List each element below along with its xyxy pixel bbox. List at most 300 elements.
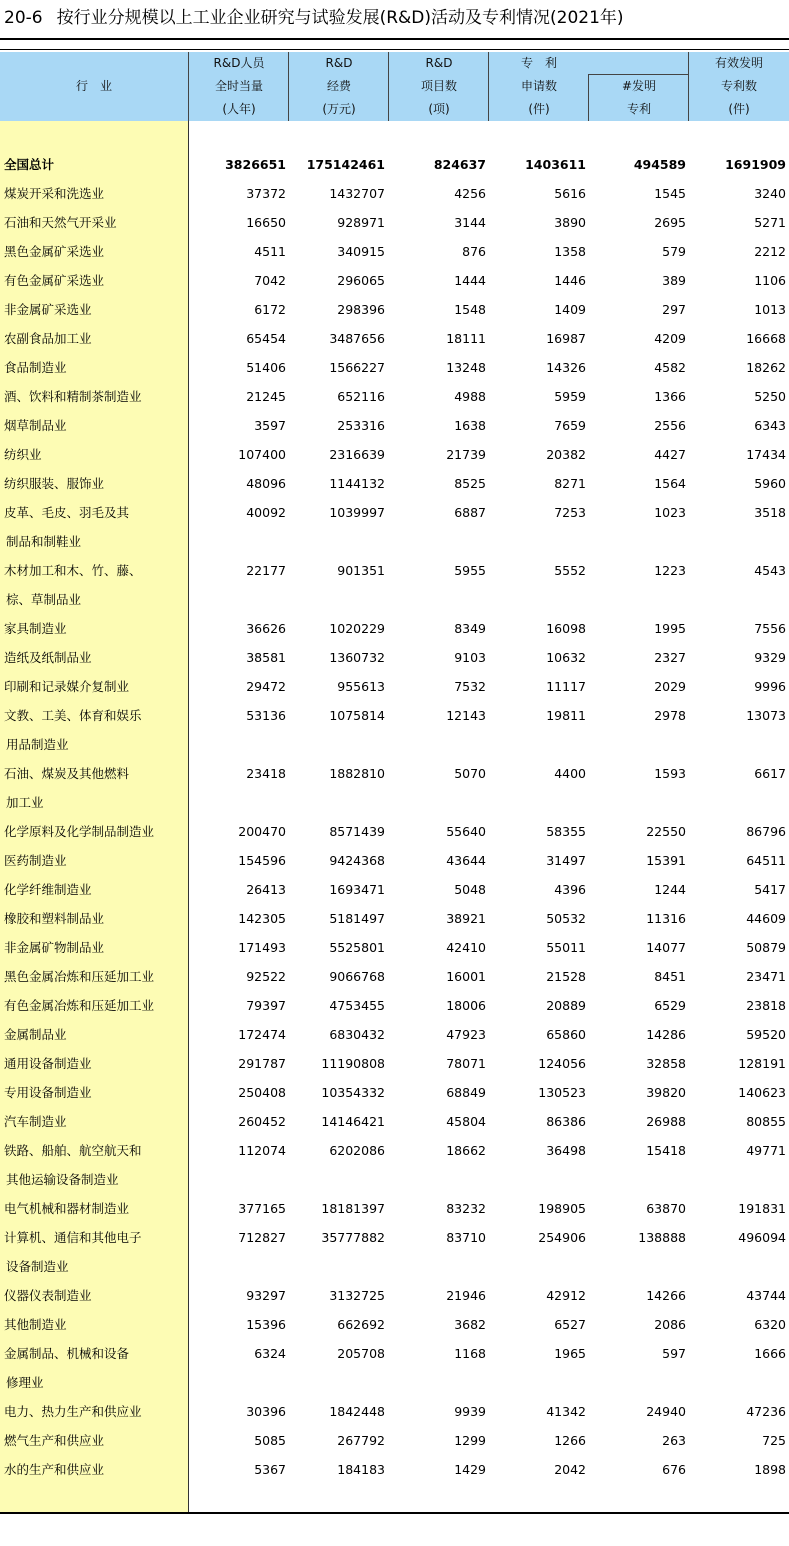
value-cell: 64511 [746,853,786,868]
value-cell: 83232 [446,1201,486,1216]
table-row [0,411,789,440]
industry-label: 石油和天然气开采业 [4,215,117,230]
value-cell: 7556 [754,621,786,636]
value-cell: 1545 [654,186,686,201]
value-cell: 63870 [646,1201,686,1216]
value-cell: 15396 [246,1317,286,1332]
table-row [0,846,789,875]
header-patent-underline [588,74,688,75]
industry-label: 食品制造业 [4,360,67,375]
industry-label: 酒、饮料和精制茶制造业 [4,389,142,404]
header-divider [488,52,489,121]
table-row [0,353,789,382]
table-body [0,150,789,1484]
value-cell: 45804 [446,1114,486,1129]
industry-label: 黑色金属冶炼和压延加工业 [4,969,155,984]
value-cell: 18111 [446,331,486,346]
industry-label: 金属制品业 [4,1027,67,1042]
industry-label: 煤炭开采和洗选业 [4,186,105,201]
value-cell: 263 [662,1433,686,1448]
value-cell: 1638 [454,418,486,433]
value-cell: 13248 [446,360,486,375]
value-cell: 78071 [446,1056,486,1071]
value-cell: 42410 [446,940,486,955]
value-cell: 23818 [746,998,786,1013]
header-rd-expenditure: R&D 经费 (万元) [322,56,356,116]
value-cell: 21946 [446,1288,486,1303]
industry-label: 非金属矿采选业 [4,302,92,317]
value-cell: 10354332 [321,1085,385,1100]
value-cell: 32858 [646,1056,686,1071]
value-cell: 3518 [754,505,786,520]
value-cell: 112074 [238,1143,286,1158]
value-cell: 16001 [446,969,486,984]
table-row [0,1397,789,1426]
value-cell: 340915 [337,244,385,259]
value-cell: 15418 [646,1143,686,1158]
value-cell: 26988 [646,1114,686,1129]
value-cell: 3132725 [329,1288,385,1303]
header-divider [388,52,389,121]
value-cell: 47236 [746,1404,786,1419]
header-divider [288,52,289,121]
value-cell: 1409 [554,302,586,317]
table-row [0,672,789,701]
value-cell: 20889 [546,998,586,1013]
industry-label: 设备制造业 [6,1259,69,1274]
value-cell: 36498 [546,1143,586,1158]
value-cell: 955613 [337,679,385,694]
value-cell: 2042 [554,1462,586,1477]
value-cell: 24940 [646,1404,686,1419]
value-cell: 1898 [754,1462,786,1477]
value-cell: 9939 [454,1404,486,1419]
value-cell: 18662 [446,1143,486,1158]
value-cell: 296065 [337,273,385,288]
value-cell: 494589 [633,157,686,172]
value-cell: 6527 [554,1317,586,1332]
value-cell: 2327 [654,650,686,665]
value-cell: 16650 [246,215,286,230]
value-cell: 35777882 [321,1230,385,1245]
industry-label: 金属制品、机械和设备 [4,1346,130,1361]
header-rd-personnel: R&D人员 全时当量 (人年) [213,56,265,116]
value-cell: 579 [662,244,686,259]
value-cell: 1965 [554,1346,586,1361]
value-cell: 18262 [746,360,786,375]
value-cell: 1360732 [329,650,385,665]
value-cell: 14077 [646,940,686,955]
value-cell: 2556 [654,418,686,433]
value-cell: 824637 [433,157,486,172]
value-cell: 22550 [646,824,686,839]
value-cell: 140623 [738,1085,786,1100]
value-cell: 11190808 [321,1056,385,1071]
table-row [0,585,789,614]
industry-label: 烟草制品业 [4,418,67,433]
table-row [0,1281,789,1310]
table-title [4,6,624,30]
value-cell: 58355 [546,824,586,839]
value-cell: 676 [662,1462,686,1477]
value-cell: 1691909 [725,157,786,172]
industry-label: 燃气生产和供应业 [4,1433,105,1448]
industry-label: 电力、热力生产和供应业 [4,1404,142,1419]
value-cell: 1013 [754,302,786,317]
table-row [0,440,789,469]
table-row [0,527,789,556]
value-cell: 59520 [746,1027,786,1042]
value-cell: 16098 [546,621,586,636]
table-title-text: 按行业分规模以上工业企业研究与试验发展(R&D)活动及专利情况(2021年) [56,8,624,28]
table-row [0,1078,789,1107]
value-cell: 5181497 [329,911,385,926]
value-cell: 8349 [454,621,486,636]
value-cell: 8271 [554,476,586,491]
industry-label: 皮革、毛皮、羽毛及其 [4,505,130,520]
value-cell: 7659 [554,418,586,433]
value-cell: 901351 [337,563,385,578]
value-cell: 4256 [454,186,486,201]
table-row [0,1194,789,1223]
value-cell: 172474 [238,1027,286,1042]
value-cell: 40092 [246,505,286,520]
industry-label: 仪器仪表制造业 [4,1288,92,1303]
value-cell: 1023 [654,505,686,520]
value-cell: 26413 [246,882,286,897]
value-cell: 5048 [454,882,486,897]
header-divider [188,52,189,121]
value-cell: 80855 [746,1114,786,1129]
value-cell: 4396 [554,882,586,897]
table-row [0,962,789,991]
value-cell: 3240 [754,186,786,201]
value-cell: 93297 [246,1288,286,1303]
value-cell: 1693471 [329,882,385,897]
value-cell: 43744 [746,1288,786,1303]
industry-label: 全国总计 [4,157,55,172]
table-row [0,1136,789,1165]
value-cell: 298396 [337,302,385,317]
value-cell: 6617 [754,766,786,781]
value-cell: 1666 [754,1346,786,1361]
value-cell: 20382 [546,447,586,462]
industry-label: 水的生产和供应业 [4,1462,105,1477]
value-cell: 6202086 [329,1143,385,1158]
value-cell: 50532 [546,911,586,926]
top-rule-thin [0,49,789,50]
value-cell: 4988 [454,389,486,404]
bottom-rule [0,1512,789,1514]
value-cell: 6320 [754,1317,786,1332]
value-cell: 725 [762,1433,786,1448]
industry-label: 电气机械和器材制造业 [4,1201,130,1216]
value-cell: 1075814 [329,708,385,723]
value-cell: 128191 [738,1056,786,1071]
value-cell: 253316 [337,418,385,433]
value-cell: 23471 [746,969,786,984]
value-cell: 1403611 [525,157,586,172]
value-cell: 4543 [754,563,786,578]
industry-label: 其他制造业 [4,1317,67,1332]
value-cell: 14326 [546,360,586,375]
value-cell: 17434 [746,447,786,462]
value-cell: 2316639 [329,447,385,462]
value-cell: 928971 [337,215,385,230]
table-row [0,991,789,1020]
value-cell: 250408 [238,1085,286,1100]
value-cell: 19811 [546,708,586,723]
header-valid-invention-patents: 有效发明 专利数 (件) [714,56,763,116]
total-row [0,150,789,179]
header-invention-patents: #发明 专利 [621,79,657,116]
header-patent-group: 专 利 [520,56,557,70]
value-cell: 14266 [646,1288,686,1303]
value-cell: 142305 [238,911,286,926]
value-cell: 1039997 [329,505,385,520]
table-row [0,759,789,788]
value-cell: 3682 [454,1317,486,1332]
value-cell: 12143 [446,708,486,723]
value-cell: 124056 [538,1056,586,1071]
header-industry: 行 业 [75,79,112,93]
industry-label: 橡胶和塑料制品业 [4,911,105,926]
value-cell: 1564 [654,476,686,491]
table-row [0,295,789,324]
value-cell: 267792 [337,1433,385,1448]
value-cell: 48096 [246,476,286,491]
industry-label: 棕、草制品业 [6,592,82,607]
value-cell: 297 [662,302,686,317]
value-cell: 36626 [246,621,286,636]
value-cell: 43644 [446,853,486,868]
value-cell: 14286 [646,1027,686,1042]
value-cell: 37372 [246,186,286,201]
table-row [0,701,789,730]
value-cell: 1144132 [329,476,385,491]
table-row [0,498,789,527]
value-cell: 38581 [246,650,286,665]
value-cell: 3826651 [225,157,286,172]
value-cell: 1566227 [329,360,385,375]
top-rule [0,38,789,40]
value-cell: 83710 [446,1230,486,1245]
value-cell: 184183 [337,1462,385,1477]
value-cell: 1223 [654,563,686,578]
table-row [0,1426,789,1455]
table-row [0,875,789,904]
value-cell: 86386 [546,1114,586,1129]
industry-label: 造纸及纸制品业 [4,650,92,665]
value-cell: 3597 [254,418,286,433]
value-cell: 21528 [546,969,586,984]
industry-label: 化学原料及化学制品制造业 [4,824,155,839]
value-cell: 1842448 [329,1404,385,1419]
industry-label: 汽车制造业 [4,1114,67,1129]
value-cell: 10632 [546,650,586,665]
value-cell: 5070 [454,766,486,781]
value-cell: 68849 [446,1085,486,1100]
value-cell: 8525 [454,476,486,491]
value-cell: 21245 [246,389,286,404]
table-row [0,614,789,643]
value-cell: 4582 [654,360,686,375]
table-row [0,643,789,672]
value-cell: 7042 [254,273,286,288]
value-cell: 9066768 [329,969,385,984]
value-cell: 205708 [337,1346,385,1361]
value-cell: 49771 [746,1143,786,1158]
value-cell: 65860 [546,1027,586,1042]
table-row [0,1165,789,1194]
value-cell: 291787 [238,1056,286,1071]
value-cell: 1432707 [329,186,385,201]
value-cell: 2978 [654,708,686,723]
value-cell: 51406 [246,360,286,375]
value-cell: 6324 [254,1346,286,1361]
value-cell: 29472 [246,679,286,694]
table-row [0,788,789,817]
value-cell: 652116 [337,389,385,404]
industry-label: 有色金属矿采选业 [4,273,105,288]
value-cell: 5955 [454,563,486,578]
value-cell: 597 [662,1346,686,1361]
value-cell: 9424368 [329,853,385,868]
value-cell: 23418 [246,766,286,781]
value-cell: 377165 [238,1201,286,1216]
industry-label: 印刷和记录媒介复制业 [4,679,130,694]
value-cell: 154596 [238,853,286,868]
table-row [0,1339,789,1368]
value-cell: 138888 [638,1230,686,1245]
value-cell: 55011 [546,940,586,955]
value-cell: 1366 [654,389,686,404]
value-cell: 9103 [454,650,486,665]
value-cell: 876 [462,244,486,259]
value-cell: 6343 [754,418,786,433]
value-cell: 65454 [246,331,286,346]
industry-label: 家具制造业 [4,621,67,636]
table-row [0,1368,789,1397]
value-cell: 18006 [446,998,486,1013]
value-cell: 47923 [446,1027,486,1042]
value-cell: 79397 [246,998,286,1013]
value-cell: 41342 [546,1404,586,1419]
value-cell: 4400 [554,766,586,781]
value-cell: 8571439 [329,824,385,839]
industry-label: 制品和制鞋业 [6,534,82,549]
value-cell: 1444 [454,273,486,288]
value-cell: 1244 [654,882,686,897]
value-cell: 2086 [654,1317,686,1332]
value-cell: 1429 [454,1462,486,1477]
industry-label: 纺织业 [4,447,42,462]
value-cell: 1020229 [329,621,385,636]
table-row [0,1107,789,1136]
table-row [0,556,789,585]
value-cell: 130523 [538,1085,586,1100]
value-cell: 1106 [754,273,786,288]
value-cell: 4427 [654,447,686,462]
value-cell: 9996 [754,679,786,694]
value-cell: 5417 [754,882,786,897]
value-cell: 11117 [546,679,586,694]
table-row [0,730,789,759]
table-row [0,933,789,962]
industry-label: 计算机、通信和其他电子 [4,1230,142,1245]
value-cell: 21739 [446,447,486,462]
value-cell: 8451 [654,969,686,984]
industry-label: 医药制造业 [4,853,67,868]
industry-label: 加工业 [6,795,44,810]
value-cell: 92522 [246,969,286,984]
value-cell: 5960 [754,476,786,491]
table-row [0,1252,789,1281]
value-cell: 5271 [754,215,786,230]
table-row [0,1020,789,1049]
value-cell: 44609 [746,911,786,926]
table-row [0,1455,789,1484]
table-row [0,904,789,933]
value-cell: 5367 [254,1462,286,1477]
value-cell: 6172 [254,302,286,317]
value-cell: 5616 [554,186,586,201]
value-cell: 198905 [538,1201,586,1216]
value-cell: 6887 [454,505,486,520]
value-cell: 50879 [746,940,786,955]
value-cell: 662692 [337,1317,385,1332]
value-cell: 107400 [238,447,286,462]
table-row [0,1049,789,1078]
value-cell: 1593 [654,766,686,781]
value-cell: 86796 [746,824,786,839]
table-row [0,1223,789,1252]
value-cell: 1882810 [329,766,385,781]
header-patent-applications: 申请数 (件) [520,79,557,116]
table-row [0,179,789,208]
value-cell: 1168 [454,1346,486,1361]
value-cell: 4209 [654,331,686,346]
value-cell: 260452 [238,1114,286,1129]
industry-label: 铁路、船舶、航空航天和 [4,1143,142,1158]
value-cell: 496094 [738,1230,786,1245]
table-row [0,382,789,411]
value-cell: 38921 [446,911,486,926]
header-divider [688,52,689,121]
value-cell: 2029 [654,679,686,694]
value-cell: 7253 [554,505,586,520]
industry-label: 化学纤维制造业 [4,882,92,897]
value-cell: 7532 [454,679,486,694]
industry-label: 木材加工和木、竹、藤、 [4,563,142,578]
value-cell: 5959 [554,389,586,404]
table-row [0,208,789,237]
value-cell: 3144 [454,215,486,230]
industry-label: 非金属矿物制品业 [4,940,105,955]
value-cell: 175142461 [306,157,385,172]
value-cell: 1995 [654,621,686,636]
value-cell: 200470 [238,824,286,839]
industry-label: 修理业 [6,1375,44,1390]
value-cell: 3890 [554,215,586,230]
value-cell: 4511 [254,244,286,259]
industry-label: 有色金属冶炼和压延加工业 [4,998,155,1013]
value-cell: 5085 [254,1433,286,1448]
value-cell: 1358 [554,244,586,259]
table-header [0,52,789,121]
value-cell: 2212 [754,244,786,259]
value-cell: 18181397 [321,1201,385,1216]
